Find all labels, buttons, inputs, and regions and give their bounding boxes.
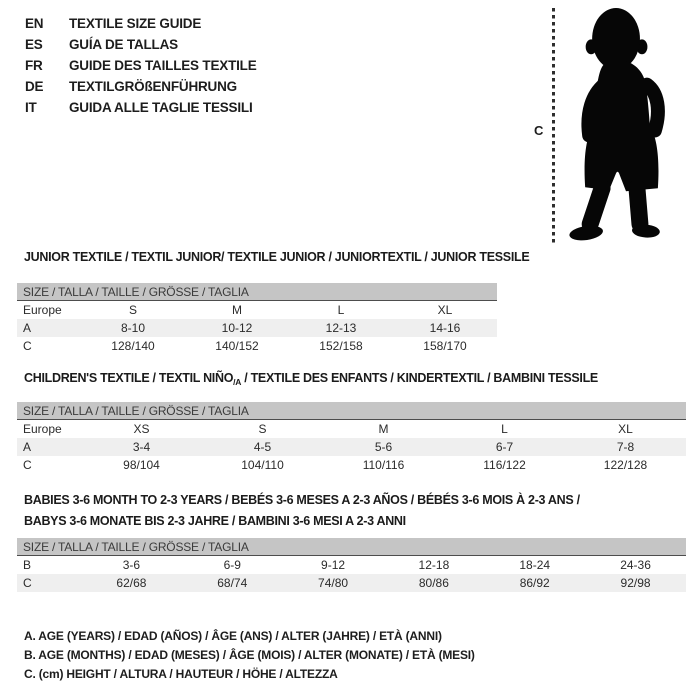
size-header-bar: SIZE / TALLA / TAILLE / GRÖSSE / TAGLIA: [17, 538, 686, 556]
size-cell: M: [378, 422, 389, 436]
language-title: TEXTILGRÖßENFÜHRUNG: [69, 79, 237, 94]
section-title-children-sub: /A: [233, 377, 242, 387]
row-label: C: [23, 458, 32, 472]
size-cell: 152/158: [319, 339, 363, 353]
children-size-table: [17, 402, 686, 474]
size-cell: 8-10: [120, 321, 146, 335]
language-row: [25, 97, 257, 118]
language-row: [25, 13, 257, 34]
babies-size-table: [17, 538, 686, 592]
row-label: C: [23, 339, 32, 353]
language-title-list: [25, 13, 257, 118]
size-cell: 18-24: [519, 558, 551, 572]
size-cell: 74/80: [318, 576, 349, 590]
size-cell: 3-4: [132, 440, 151, 454]
size-cell: 3-6: [122, 558, 141, 572]
size-cell: XL: [618, 422, 633, 436]
size-cell: 68/74: [217, 576, 248, 590]
size-cell: 10-12: [221, 321, 253, 335]
language-code: IT: [25, 100, 37, 115]
row-label: C: [23, 576, 32, 590]
row-label: B: [23, 558, 32, 572]
language-title: GUÍA DE TALLAS: [69, 37, 178, 52]
size-header-bar: SIZE / TALLA / TAILLE / GRÖSSE / TAGLIA: [17, 402, 686, 420]
baby-leg-left: [590, 188, 602, 224]
section-title-babies-line1: BABIES 3-6 MONTH TO 2-3 YEARS / BEBÉS 3-6 MESES A 2-3 AÑOS / BÉBÉS 3-6 MOIS À 2-3 ANS /: [24, 493, 580, 507]
language-row: [25, 55, 257, 76]
size-cell: XS: [133, 422, 150, 436]
language-title: GUIDE DES TAILLES TEXTILE: [69, 58, 257, 73]
size-cell: 24-36: [620, 558, 651, 572]
section-title-junior: JUNIOR TEXTILE / TEXTIL JUNIOR/ TEXTILE JUNIOR / JUNIORTEXTIL / JUNIOR TESSILE: [24, 250, 530, 264]
size-cell: 104/110: [241, 458, 284, 472]
size-header-bar: SIZE / TALLA / TAILLE / GRÖSSE / TAGLIA: [17, 283, 497, 301]
size-cell: XL: [437, 303, 453, 317]
row-label: Europe: [23, 303, 62, 317]
row-label: Europe: [23, 422, 62, 436]
size-cell: 158/170: [423, 339, 467, 353]
baby-silhouette-image: [557, 3, 697, 246]
size-cell: 9-12: [321, 558, 346, 572]
size-cell: 140/152: [215, 339, 259, 353]
table-row: [17, 574, 686, 592]
language-code: DE: [25, 79, 44, 94]
footnotes: [24, 627, 475, 684]
language-row: [25, 76, 257, 97]
size-cell: L: [337, 303, 345, 317]
section-title-children-pre: CHILDREN'S TEXTILE / TEXTIL NIÑO: [24, 371, 234, 385]
language-title: TEXTILE SIZE GUIDE: [69, 16, 202, 31]
row-label: A: [23, 321, 32, 335]
table-row: [17, 420, 686, 438]
size-cell: 128/140: [111, 339, 155, 353]
footnote-line: A. AGE (YEARS) / EDAD (AÑOS) / ÂGE (ANS) / ALTER (JAHRE) / ETÀ (ANNI): [24, 629, 442, 643]
table-row: [17, 319, 497, 337]
size-cell: M: [232, 303, 242, 317]
size-cell: 98/104: [123, 458, 160, 472]
size-cell: 86/92: [519, 576, 550, 590]
table-row: [17, 438, 686, 456]
junior-size-table: [17, 283, 497, 355]
size-cell: 12-18: [418, 558, 450, 572]
size-cell: 116/122: [483, 458, 526, 472]
size-cell: 5-6: [374, 440, 393, 454]
table-row: [17, 456, 686, 474]
height-dashed-line: [552, 8, 555, 246]
size-cell: 6-9: [223, 558, 241, 572]
row-label: A: [23, 440, 32, 454]
size-cell: 4-5: [253, 440, 272, 454]
size-cell: S: [128, 303, 137, 317]
baby-leg-right: [637, 188, 640, 224]
size-cell: 80/86: [418, 576, 449, 590]
footnote-line: B. AGE (MONTHS) / EDAD (MESES) / ÂGE (MOIS) / ALTER (MONATE) / ETÀ (MESI): [24, 648, 475, 662]
section-title-children: [24, 371, 598, 387]
footnote-line: C. (cm) HEIGHT / ALTURA / HAUTEUR / HÖHE / ALTEZZA: [24, 667, 338, 681]
size-cell: L: [501, 422, 508, 436]
table-row: [17, 556, 686, 574]
size-cell: 92/98: [620, 576, 651, 590]
language-code: ES: [25, 37, 43, 52]
size-cell: 14-16: [429, 321, 461, 335]
size-cell: 7-8: [616, 440, 635, 454]
section-title-children-post: / TEXTILE DES ENFANTS / KINDERTEXTIL / BAMBINI TESSILE: [241, 371, 598, 385]
language-row: [25, 34, 257, 55]
language-code: EN: [25, 16, 44, 31]
size-cell: 122/128: [603, 458, 648, 472]
size-cell: 12-13: [325, 321, 357, 335]
language-title: GUIDA ALLE TAGLIE TESSILI: [69, 100, 253, 115]
size-cell: S: [258, 422, 267, 436]
table-row: [17, 337, 497, 355]
language-code: FR: [25, 58, 43, 73]
measure-c-label: C: [534, 123, 544, 138]
size-cell: 62/68: [116, 576, 147, 590]
size-cell: 6-7: [495, 440, 514, 454]
table-row: [17, 301, 497, 319]
section-title-babies-line2: BABYS 3-6 MONATE BIS 2-3 JAHRE / BAMBINI 3-6 MESI A 2-3 ANNI: [24, 514, 406, 528]
size-cell: 110/116: [362, 458, 405, 472]
